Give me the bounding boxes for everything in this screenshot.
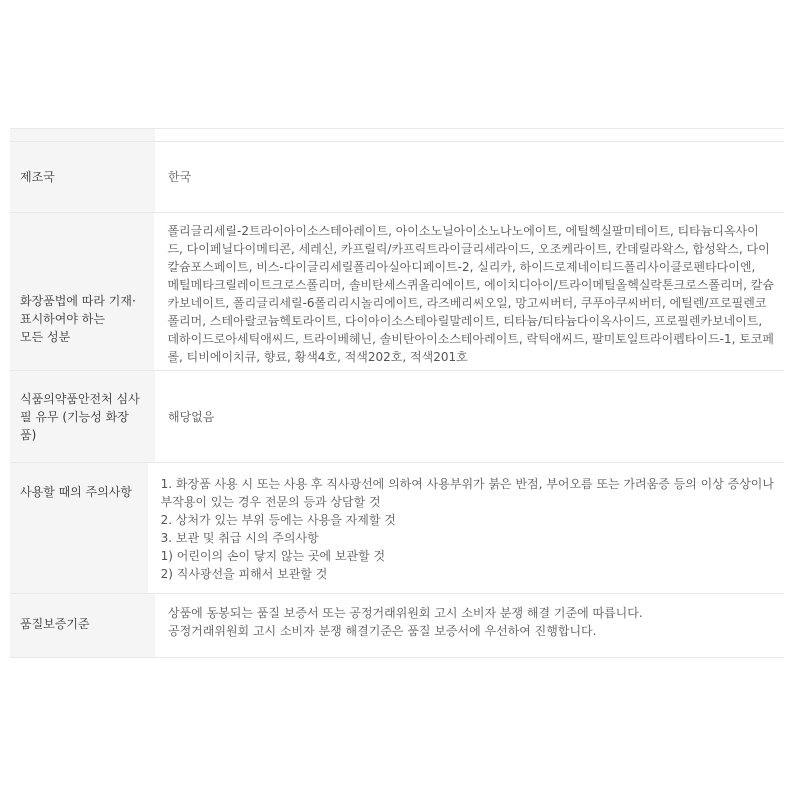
value-line: 2. 상처가 있는 부위 등에는 사용을 자제할 것 xyxy=(160,513,396,527)
value-line: 카보네이트, 폴리글리세릴-6폴리리시놀리에이트, 라즈베리씨오일, 망고씨버터, 쿠푸아쿠씨버터, 에틸렌/프로필렌코 xyxy=(167,296,767,310)
value-line: 1. 화장품 사용 시 또는 사용 후 직사광선에 의하여 사용부위가 붉은 반점, 부어오름 또는 가려움증 등의 이상 증상이나 xyxy=(160,477,774,491)
row-label-quality-assurance: 품질보증기준 xyxy=(10,594,155,657)
table-row-country-of-manufacture xyxy=(10,142,784,213)
value-line: 칼슘포스페이트, 비스-다이글리세릴폴리아실아디페이트-2, 실리카, 하이드로제네이티드폴리사이클로펜타다이엔, xyxy=(167,260,756,274)
value-line: 부작용이 있는 경우 전문의 등과 상담할 것 xyxy=(160,495,381,509)
value-line: 1) 어린이의 손이 닿지 않는 곳에 보관할 것 xyxy=(160,549,386,563)
label-line: 품) xyxy=(20,427,37,442)
label-line: 모든 성분 xyxy=(20,330,71,344)
row-value-country xyxy=(155,142,784,212)
row-label-usage-cautions: 사용할 때의 주의사항 xyxy=(10,463,148,593)
value-line: 폴리글리세릴-2트라이아이소스테아레이트, 아이소노닐아이소노나노에이트, 에틸헥실팔미테이트, 티타늄디옥사이 xyxy=(167,224,759,238)
value-line: 롤, 티비에이치큐, 향료, 황색4호, 적색202호, 적색201호 xyxy=(167,350,468,364)
label-line: 식품의약품안전처 심사 xyxy=(20,391,140,406)
value-line: 한국 xyxy=(168,170,192,184)
value-line: 데하이드로아세틱애씨드, 트라이베헤닌, 솔비탄아이소스테아레이트, 락틱애씨드, 팔미토일트라이펩타이드-1, 토코페 xyxy=(167,332,774,346)
table-row-mfds-review xyxy=(10,371,784,463)
row-value-quality-assurance xyxy=(155,594,784,657)
row-value-mfds-review xyxy=(155,371,784,462)
row-value-usage-cautions xyxy=(148,463,784,593)
table-row-usage-cautions xyxy=(10,463,784,594)
label-line: 표시하여야 하는 xyxy=(20,312,105,326)
value-line: 공정거래위원회 고시 소비자 분쟁 해결기준은 품질 보증서에 우선하여 진행합니다. xyxy=(168,624,597,638)
value-line: 해당없음 xyxy=(168,409,215,424)
value-line: 폴리머, 스테아랄코늄헥토라이트, 다이아이소스테아릴말레이트, 티타늄/티타늄다이옥사이드, 프로필렌카보네이트, xyxy=(167,314,763,328)
table-row-quality-assurance xyxy=(10,594,784,658)
row-label-country: 제조국 xyxy=(10,142,155,212)
label-line: 필 유무 (기능성 화장 xyxy=(20,409,129,424)
table-top-spacer-row xyxy=(10,129,784,142)
value-line: 상품에 동봉되는 품질 보증서 또는 공정거래위원회 고시 소비자 분쟁 해결 기준에 따릅니다. xyxy=(168,606,643,620)
row-label-cell xyxy=(10,129,155,141)
row-label-ingredients xyxy=(10,213,154,370)
label-line: 화장품법에 따라 기재· xyxy=(20,294,136,308)
value-line: 드, 다이페닐다이메티콘, 세레신, 카프릴릭/카프릭트라이글리세라이드, 오조케라이트, 칸데릴라왁스, 합성왁스, 다이 xyxy=(167,242,770,256)
table-row-ingredients xyxy=(10,213,784,371)
value-line: 메틸메타크릴레이트크로스폴리머, 솔비탄세스퀴올리에이트, 에이치디아이/트라이메틸올헥실락톤크로스폴리머, 칼슘 xyxy=(167,278,774,292)
row-value-ingredients xyxy=(154,213,784,370)
value-line: 3. 보관 및 취급 시의 주의사항 xyxy=(160,531,319,545)
row-label-mfds-review xyxy=(10,371,155,462)
value-line: 2) 직사광선을 피해서 보관할 것 xyxy=(160,567,328,581)
row-value-cell xyxy=(155,129,784,141)
product-info-table xyxy=(10,128,784,658)
